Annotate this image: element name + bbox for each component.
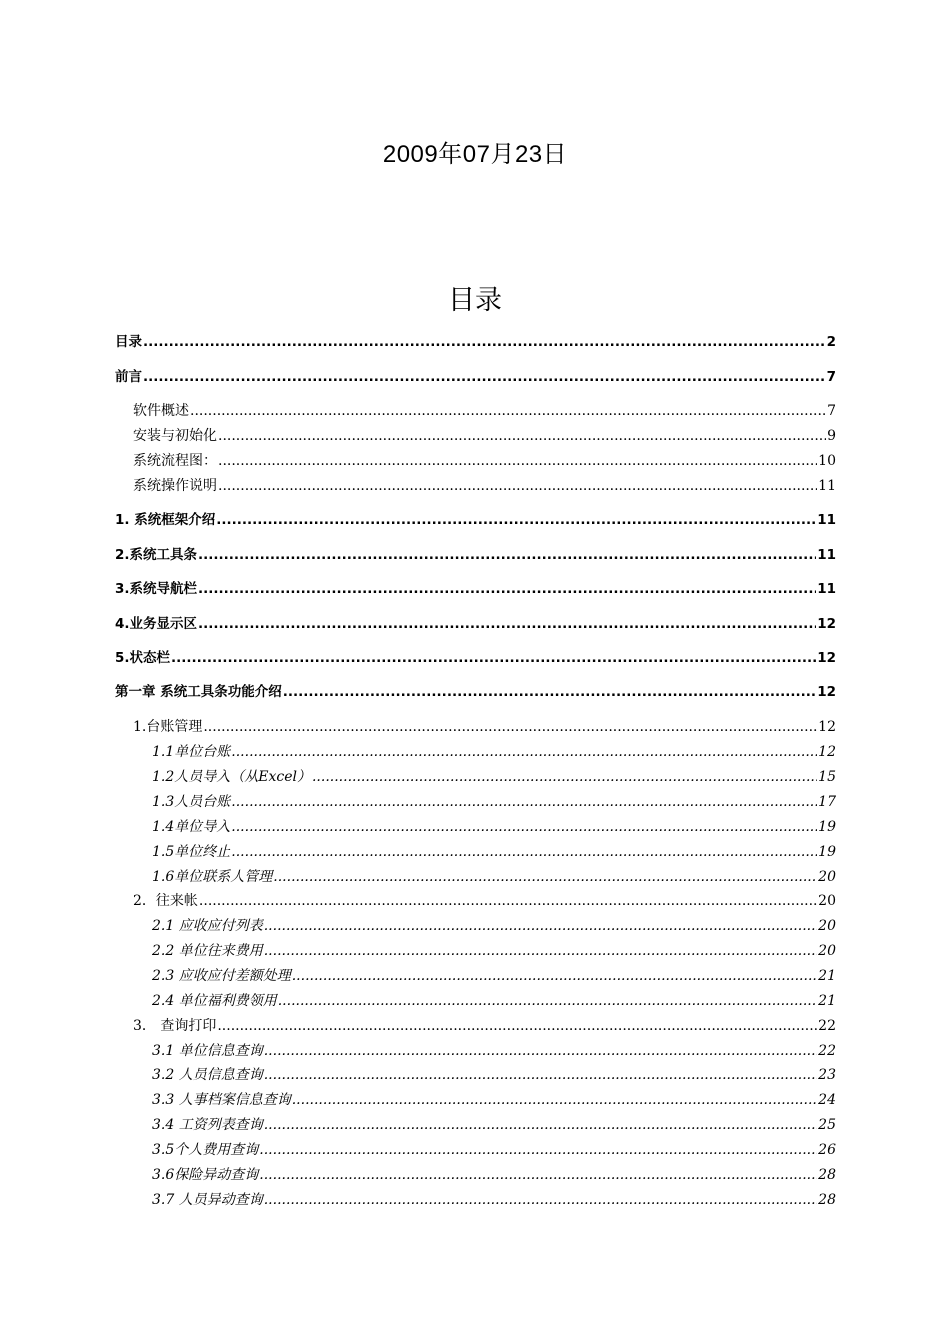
- toc-entry-page: 17: [818, 794, 836, 810]
- toc-entry-page: 7: [826, 369, 836, 385]
- toc-leader-dots: [273, 866, 817, 888]
- toc-entry[interactable]: [115, 578, 836, 600]
- toc-leader-dots: [264, 940, 817, 962]
- toc-leader-dots: [264, 1114, 817, 1136]
- toc-entry-page: 21: [818, 993, 836, 1009]
- toc-entry-page: 15: [818, 769, 836, 785]
- toc-leader-dots: [312, 766, 817, 788]
- toc-entry-page: 19: [818, 844, 836, 860]
- toc-entry[interactable]: [152, 1189, 836, 1211]
- toc-entry[interactable]: [133, 1015, 836, 1037]
- toc-leader-dots: [198, 578, 816, 600]
- document-date: 2009年07月23日: [382, 141, 568, 168]
- toc-leader-dots: [217, 1015, 817, 1037]
- toc-entry-label: 第一章 系统工具条功能介绍: [115, 684, 282, 700]
- toc-leader-dots: [203, 716, 817, 738]
- toc-entry-label: 4.业务显示区: [115, 616, 198, 632]
- toc-entry-page: 11: [817, 512, 836, 528]
- toc-entry[interactable]: [152, 791, 836, 813]
- toc-entry-label: 3.1 单位信息查询: [152, 1043, 263, 1059]
- toc-title: 目录: [448, 285, 502, 316]
- toc-entry-label: 2.1 应收应付列表: [152, 918, 263, 934]
- toc-entry-label: 前言: [115, 369, 142, 385]
- toc-entry[interactable]: [115, 366, 836, 388]
- toc-entry[interactable]: [152, 866, 836, 888]
- toc-entry[interactable]: [115, 613, 836, 635]
- toc-entry-page: 20: [818, 893, 836, 909]
- toc-entry-label: 3.系统导航栏: [115, 581, 198, 597]
- toc-entry[interactable]: [152, 1139, 836, 1161]
- toc-entry-label: 1.2人员导入（从Excel）: [152, 769, 311, 785]
- toc-entry-page: 23: [818, 1067, 836, 1083]
- toc-entry-label: 3.4 工资列表查询: [152, 1117, 263, 1133]
- toc-entry-label: 3.7 人员异动查询: [152, 1192, 263, 1208]
- toc-entry-page: 24: [818, 1092, 836, 1108]
- toc-entry-label: 1.4单位导入: [152, 819, 231, 835]
- toc-entry-label: 软件概述: [133, 403, 189, 419]
- toc-entry-page: 11: [817, 581, 836, 597]
- toc-leader-dots: [171, 647, 816, 669]
- toc-entry[interactable]: [115, 544, 836, 566]
- toc-leader-dots: [283, 681, 817, 703]
- toc-entry-label: 1.3人员台账: [152, 794, 231, 810]
- toc-entry-label: 2.3 应收应付差额处理: [152, 968, 291, 984]
- toc-entry-page: 28: [818, 1192, 836, 1208]
- toc-entry-label: 2．往来帐: [133, 893, 198, 909]
- toc-leader-dots: [259, 1139, 817, 1161]
- toc-entry[interactable]: [152, 741, 836, 763]
- toc-entry-page: 19: [818, 819, 836, 835]
- toc-entry-label: 1. 系统框架介绍: [115, 512, 216, 528]
- toc-entry-page: 9: [827, 428, 836, 444]
- toc-entry-page: 12: [817, 684, 836, 700]
- toc-entry-label: 3.5个人费用查询: [152, 1142, 259, 1158]
- toc-leader-dots: [231, 841, 817, 863]
- toc-entry[interactable]: [152, 1114, 836, 1136]
- toc-entry-label: 1.6单位联系人管理: [152, 869, 273, 885]
- toc-entry-page: 20: [818, 918, 836, 934]
- toc-leader-dots: [231, 741, 817, 763]
- toc-entry[interactable]: [152, 990, 836, 1012]
- toc-entry-page: 11: [817, 547, 836, 563]
- toc-entry[interactable]: [133, 890, 836, 912]
- toc-leader-dots: [190, 400, 826, 422]
- toc-entry[interactable]: [115, 509, 836, 531]
- toc-entry[interactable]: [152, 1164, 836, 1186]
- toc-entry-label: 3． 查询打印: [133, 1018, 217, 1034]
- toc-entry-label: 1.5单位终止: [152, 844, 231, 860]
- toc-entry[interactable]: [133, 450, 836, 472]
- toc-leader-dots: [218, 450, 817, 472]
- toc-leader-dots: [143, 331, 826, 353]
- toc-entry[interactable]: [133, 425, 836, 447]
- toc-entry-page: 2: [826, 334, 836, 350]
- toc-leader-dots: [198, 544, 816, 566]
- toc-entry-page: 25: [818, 1117, 836, 1133]
- toc-entry-page: 10: [818, 453, 836, 469]
- toc-leader-dots: [231, 816, 817, 838]
- toc-entry[interactable]: [152, 766, 836, 788]
- toc-entry[interactable]: [152, 1040, 836, 1062]
- toc-entry-label: 系统流程图：: [133, 453, 217, 469]
- toc-entry-page: 12: [817, 616, 836, 632]
- toc-leader-dots: [231, 791, 817, 813]
- toc-leader-dots: [264, 1189, 817, 1211]
- toc-entry[interactable]: [152, 965, 836, 987]
- toc-leader-dots: [292, 1089, 817, 1111]
- toc-entry-label: 目录: [115, 334, 142, 350]
- toc-entry-page: 28: [818, 1167, 836, 1183]
- toc-entry[interactable]: [115, 647, 836, 669]
- toc-entry-page: 20: [818, 869, 836, 885]
- toc-entry-page: 12: [818, 744, 836, 760]
- toc-leader-dots: [218, 475, 817, 497]
- toc-leader-dots: [198, 613, 816, 635]
- toc-leader-dots: [264, 1064, 817, 1086]
- toc-entry-page: 22: [818, 1043, 836, 1059]
- toc-entry[interactable]: [115, 681, 836, 703]
- toc-entry-label: 2.2 单位往来费用: [152, 943, 263, 959]
- toc-entry-label: 安装与初始化: [133, 428, 217, 444]
- toc-entry-label: 2.4 单位福利费领用: [152, 993, 277, 1009]
- toc-entry-page: 22: [818, 1018, 836, 1034]
- toc-entry-page: 20: [818, 943, 836, 959]
- toc-entry-page: 26: [818, 1142, 836, 1158]
- toc-entry[interactable]: [133, 716, 836, 738]
- toc-entry[interactable]: [133, 475, 836, 497]
- toc-leader-dots: [218, 425, 826, 447]
- toc-entry[interactable]: [115, 331, 836, 353]
- toc-entry[interactable]: [152, 841, 836, 863]
- toc-entry-page: 11: [818, 478, 836, 494]
- toc-entry[interactable]: [152, 940, 836, 962]
- toc-entry-label: 2.系统工具条: [115, 547, 198, 563]
- toc-entry[interactable]: [152, 1064, 836, 1086]
- toc-entry[interactable]: [152, 816, 836, 838]
- toc-leader-dots: [199, 890, 817, 912]
- toc-leader-dots: [292, 965, 817, 987]
- toc-entry-label: 3.6保险异动查询: [152, 1167, 259, 1183]
- toc-leader-dots: [264, 1040, 817, 1062]
- toc-entry-page: 12: [818, 719, 836, 735]
- toc-leader-dots: [259, 1164, 817, 1186]
- toc-entry-label: 系统操作说明: [133, 478, 217, 494]
- toc-entry-label: 5.状态栏: [115, 650, 171, 666]
- toc-entry[interactable]: [152, 915, 836, 937]
- toc-leader-dots: [216, 509, 816, 531]
- toc-entry-page: 21: [818, 968, 836, 984]
- toc-entry-label: 1.1单位台账: [152, 744, 231, 760]
- toc-entry[interactable]: [133, 400, 836, 422]
- toc-entry-label: 3.2 人员信息查询: [152, 1067, 263, 1083]
- toc-leader-dots: [143, 366, 826, 388]
- toc-leader-dots: [264, 915, 817, 937]
- toc-entry-page: 7: [827, 403, 836, 419]
- toc-entry[interactable]: [152, 1089, 836, 1111]
- toc-entry-label: 1.台账管理: [133, 719, 203, 735]
- toc-entry-page: 12: [817, 650, 836, 666]
- toc-leader-dots: [278, 990, 817, 1012]
- toc-entry-label: 3.3 人事档案信息查询: [152, 1092, 291, 1108]
